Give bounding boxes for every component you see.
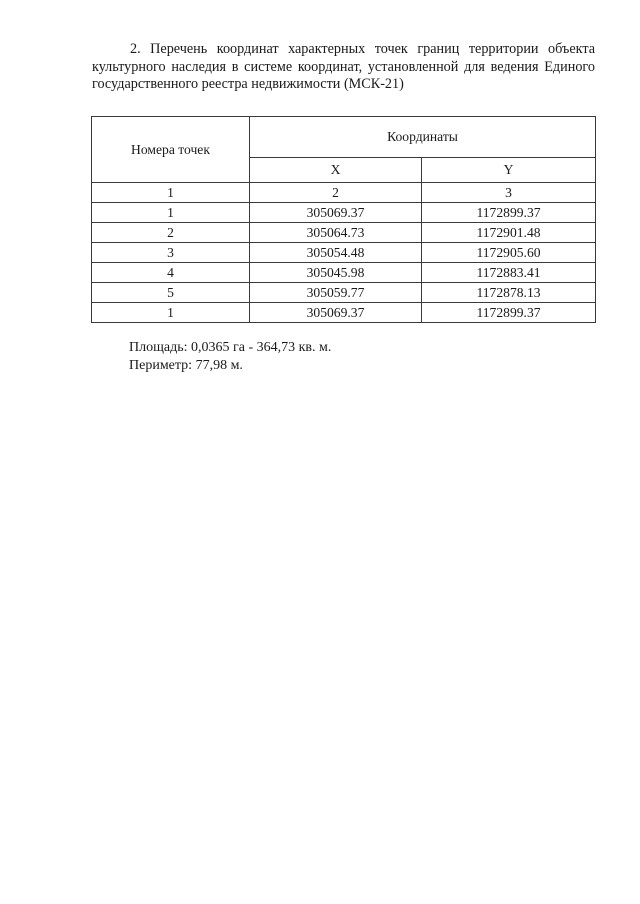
column-number: 1 <box>92 183 250 203</box>
header-y: Y <box>422 158 596 183</box>
header-point-numbers: Номера точек <box>92 117 250 183</box>
coordinates-table <box>91 116 596 323</box>
x-coordinate: 305054.48 <box>250 243 422 263</box>
y-coordinate: 1172901.48 <box>422 223 596 243</box>
area-text: Площадь: 0,0365 га - 364,73 кв. м. <box>129 340 332 355</box>
x-coordinate: 305069.37 <box>250 303 422 323</box>
y-coordinate: 1172883.41 <box>422 263 596 283</box>
coordinates-list-heading: 2. Перечень координат характерных точек границ территории объекта культурного наследия в системе координат, установленной для ведения Единого государственного реестра недвижимости (МСК-21) <box>92 41 595 92</box>
table-row <box>92 303 596 323</box>
column-number: 3 <box>422 183 596 203</box>
header-coordinates: Координаты <box>250 117 596 158</box>
y-coordinate: 1172878.13 <box>422 283 596 303</box>
point-number: 3 <box>92 243 250 263</box>
x-coordinate: 305059.77 <box>250 283 422 303</box>
column-numbers-row <box>92 183 596 203</box>
table-row <box>92 263 596 283</box>
y-coordinate: 1172905.60 <box>422 243 596 263</box>
y-coordinate: 1172899.37 <box>422 303 596 323</box>
y-coordinate: 1172899.37 <box>422 203 596 223</box>
header-x: X <box>250 158 422 183</box>
point-number: 1 <box>92 303 250 323</box>
table-header-row <box>92 117 596 158</box>
x-coordinate: 305064.73 <box>250 223 422 243</box>
table-row <box>92 203 596 223</box>
point-number: 1 <box>92 203 250 223</box>
column-number: 2 <box>250 183 422 203</box>
point-number: 5 <box>92 283 250 303</box>
table-row <box>92 223 596 243</box>
point-number: 4 <box>92 263 250 283</box>
table-row <box>92 283 596 303</box>
summary <box>129 339 331 374</box>
point-number: 2 <box>92 223 250 243</box>
table-row <box>92 243 596 263</box>
perimeter-text: Периметр: 77,98 м. <box>129 357 243 373</box>
x-coordinate: 305045.98 <box>250 263 422 283</box>
x-coordinate: 305069.37 <box>250 203 422 223</box>
